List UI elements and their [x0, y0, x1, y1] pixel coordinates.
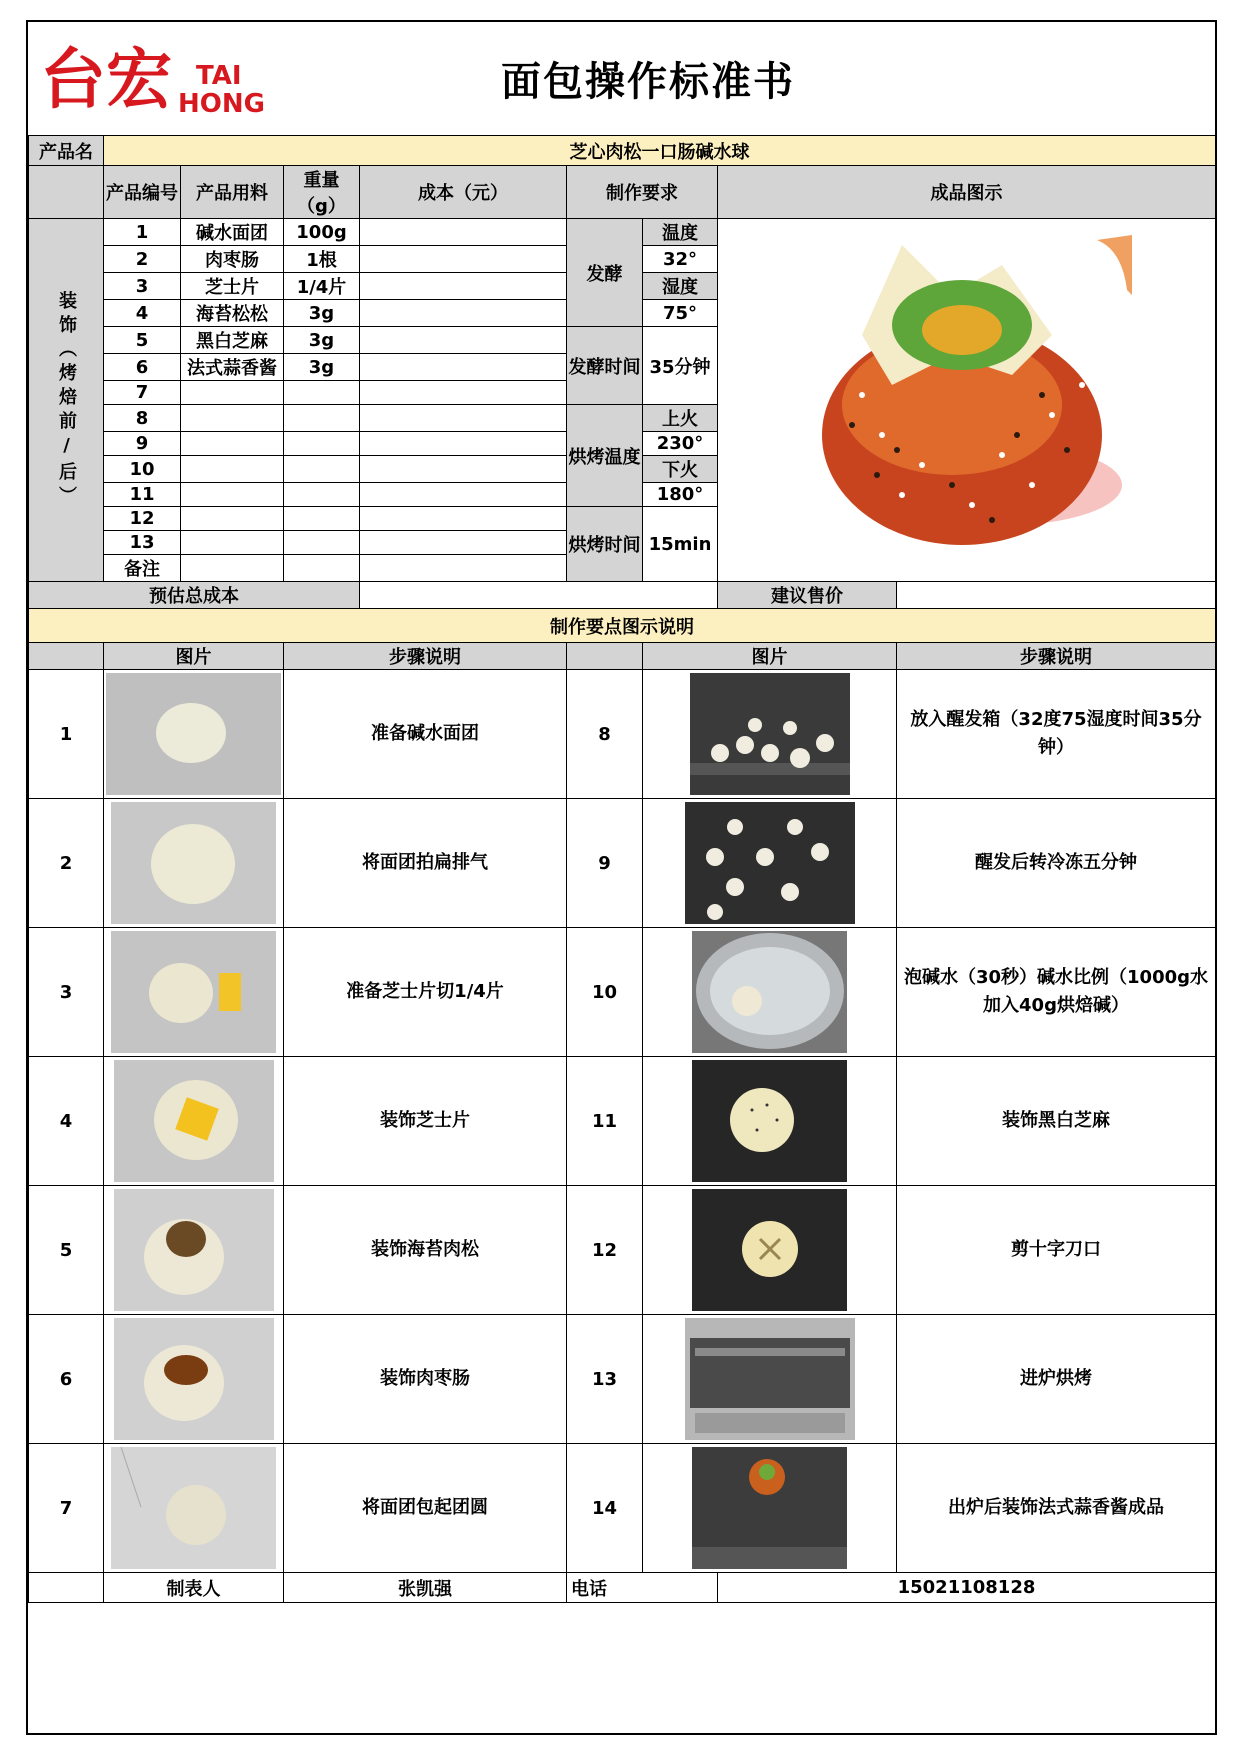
step-photo	[643, 1186, 897, 1315]
ingredient-cost	[360, 381, 567, 405]
temp-label: 温度	[643, 219, 718, 246]
humidity-value: 75°	[643, 300, 718, 327]
price-value	[897, 582, 1216, 609]
bake-time-value: 15min	[643, 507, 718, 582]
footer-blank	[29, 1573, 104, 1603]
step-no: 10	[567, 928, 643, 1057]
step-desc: 进炉烘烤	[897, 1315, 1216, 1444]
step-desc: 装饰海苔肉松	[284, 1186, 567, 1315]
ingredient-no: 2	[104, 246, 181, 273]
ingredient-no: 6	[104, 354, 181, 381]
steps-header-desc: 步骤说明	[284, 643, 567, 670]
ingredient-cost	[360, 219, 567, 246]
ingredient-no: 12	[104, 507, 181, 531]
step-desc: 醒发后转冷冻五分钟	[897, 799, 1216, 928]
product-name: 芝心肉松一口肠碱水球	[104, 136, 1216, 166]
step-no: 6	[29, 1315, 104, 1444]
ingredient-cost	[360, 246, 567, 273]
bake-time-label: 烘烤时间	[567, 507, 643, 582]
ferment-time-value: 35分钟	[643, 327, 718, 405]
ingredient-weight: 100g	[284, 219, 360, 246]
step-no: 7	[29, 1444, 104, 1573]
ingredient-cost	[360, 354, 567, 381]
remark-weight	[284, 555, 360, 582]
bake-temp-label: 烘烤温度	[567, 405, 643, 507]
bottom-fire-label: 下火	[643, 456, 718, 483]
ingredient-weight: 3g	[284, 327, 360, 354]
ingredient-name	[181, 456, 284, 483]
ingredient-name	[181, 381, 284, 405]
step-no: 1	[29, 670, 104, 799]
step-no: 13	[567, 1315, 643, 1444]
sop-table	[28, 135, 1216, 1603]
ferment-label: 发酵	[567, 219, 643, 327]
step-desc: 将面团拍扁排气	[284, 799, 567, 928]
step-no: 14	[567, 1444, 643, 1573]
svg-text:台宏: 台宏	[40, 41, 172, 118]
ingredient-cost	[360, 405, 567, 432]
ingredient-name	[181, 507, 284, 531]
step-no: 2	[29, 799, 104, 928]
ingredient-cost	[360, 300, 567, 327]
remark-value	[181, 555, 284, 582]
col-header-material: 产品用料	[181, 166, 284, 219]
ingredient-no: 4	[104, 300, 181, 327]
total-cost-label: 预估总成本	[29, 582, 360, 609]
step-desc: 准备碱水面团	[284, 670, 567, 799]
step-photo	[643, 670, 897, 799]
side-label: 装饰（烤焙前/后）	[29, 219, 104, 582]
step-desc: 泡碱水（30秒）碱水比例（1000g水加入40g烘焙碱）	[897, 928, 1216, 1057]
step-no: 12	[567, 1186, 643, 1315]
ferment-time-label: 发酵时间	[567, 327, 643, 405]
product-name-label: 产品名	[29, 136, 104, 166]
taihong-logo	[38, 32, 298, 127]
ingredient-no: 13	[104, 531, 181, 555]
ingredient-weight: 1根	[284, 246, 360, 273]
steps-header-desc2: 步骤说明	[897, 643, 1216, 670]
step-photo	[104, 928, 284, 1057]
step-desc: 剪十字刀口	[897, 1186, 1216, 1315]
ingredient-no: 3	[104, 273, 181, 300]
step-desc: 准备芝士片切1/4片	[284, 928, 567, 1057]
ingredient-cost	[360, 273, 567, 300]
ingredient-cost	[360, 456, 567, 483]
step-no: 3	[29, 928, 104, 1057]
remark-cost	[360, 555, 567, 582]
steps-header-no	[29, 643, 104, 670]
product-image-cell	[718, 219, 1216, 582]
step-desc: 将面团包起团圆	[284, 1444, 567, 1573]
ingredient-name: 碱水面团	[181, 219, 284, 246]
ingredient-name	[181, 531, 284, 555]
step-desc: 装饰黑白芝麻	[897, 1057, 1216, 1186]
ingredient-name: 海苔松松	[181, 300, 284, 327]
document-title: 面包操作标准书	[501, 59, 795, 105]
ingredient-weight	[284, 483, 360, 507]
step-no: 9	[567, 799, 643, 928]
step-photo	[643, 928, 897, 1057]
phone-number: 15021108128	[718, 1573, 1216, 1603]
col-header-weight: 重量（g）	[284, 166, 360, 219]
step-no: 8	[567, 670, 643, 799]
steps-section-title: 制作要点图示说明	[29, 609, 1216, 643]
ingredient-no: 8	[104, 405, 181, 432]
step-photo	[643, 1444, 897, 1573]
ingredient-no: 1	[104, 219, 181, 246]
step-desc: 装饰芝士片	[284, 1057, 567, 1186]
ingredient-cost	[360, 483, 567, 507]
ingredient-weight: 3g	[284, 300, 360, 327]
ingredient-cost	[360, 531, 567, 555]
step-photo	[104, 1315, 284, 1444]
ingredient-no: 7	[104, 381, 181, 405]
steps-header-image: 图片	[104, 643, 284, 670]
finished-bun-photo	[802, 235, 1132, 565]
price-label: 建议售价	[718, 582, 897, 609]
step-photo	[643, 799, 897, 928]
ingredient-name: 肉枣肠	[181, 246, 284, 273]
step-photo	[104, 799, 284, 928]
ingredient-weight	[284, 381, 360, 405]
corner-cell	[29, 166, 104, 219]
ingredient-name	[181, 405, 284, 432]
ingredient-weight: 3g	[284, 354, 360, 381]
maker-label: 制表人	[104, 1573, 284, 1603]
maker-name: 张凯强	[284, 1573, 567, 1603]
svg-text:TAI: TAI	[196, 61, 242, 91]
step-no: 11	[567, 1057, 643, 1186]
ingredient-name: 黑白芝麻	[181, 327, 284, 354]
ingredient-no: 5	[104, 327, 181, 354]
ingredient-weight	[284, 507, 360, 531]
ingredient-cost	[360, 507, 567, 531]
temp-value: 32°	[643, 246, 718, 273]
steps-header-no2	[567, 643, 643, 670]
ingredient-weight: 1/4片	[284, 273, 360, 300]
ingredient-name: 芝士片	[181, 273, 284, 300]
step-desc: 装饰肉枣肠	[284, 1315, 567, 1444]
ingredient-no: 10	[104, 456, 181, 483]
phone-label: 电话	[567, 1573, 718, 1603]
ingredient-weight	[284, 405, 360, 432]
step-no: 4	[29, 1057, 104, 1186]
sop-sheet	[26, 20, 1217, 1735]
col-header-requirement: 制作要求	[567, 166, 718, 219]
step-photo	[643, 1057, 897, 1186]
step-photo	[104, 1186, 284, 1315]
ingredient-no: 11	[104, 483, 181, 507]
step-desc: 放入醒发箱（32度75湿度时间35分钟）	[897, 670, 1216, 799]
step-photo	[104, 1444, 284, 1573]
ingredient-name: 法式蒜香酱	[181, 354, 284, 381]
ingredient-weight	[284, 432, 360, 456]
ingredient-name	[181, 483, 284, 507]
ingredient-weight	[284, 456, 360, 483]
ingredient-cost	[360, 327, 567, 354]
step-no: 5	[29, 1186, 104, 1315]
ingredient-name	[181, 432, 284, 456]
col-header-no: 产品编号	[104, 166, 181, 219]
step-photo	[104, 1057, 284, 1186]
top-fire-label: 上火	[643, 405, 718, 432]
svg-text:HONG: HONG	[178, 89, 265, 119]
step-photo	[104, 670, 284, 799]
col-header-image: 成品图示	[718, 166, 1216, 219]
top-fire-value: 230°	[643, 432, 718, 456]
step-desc: 出炉后装饰法式蒜香酱成品	[897, 1444, 1216, 1573]
ingredient-cost	[360, 432, 567, 456]
step-photo	[643, 1315, 897, 1444]
total-cost-value	[360, 582, 718, 609]
ingredient-no: 9	[104, 432, 181, 456]
col-header-cost: 成本（元）	[360, 166, 567, 219]
steps-header-image2: 图片	[643, 643, 897, 670]
ingredient-weight	[284, 531, 360, 555]
remark-label: 备注	[104, 555, 181, 582]
bottom-fire-value: 180°	[643, 483, 718, 507]
sheet-header	[28, 22, 1215, 137]
humidity-label: 湿度	[643, 273, 718, 300]
